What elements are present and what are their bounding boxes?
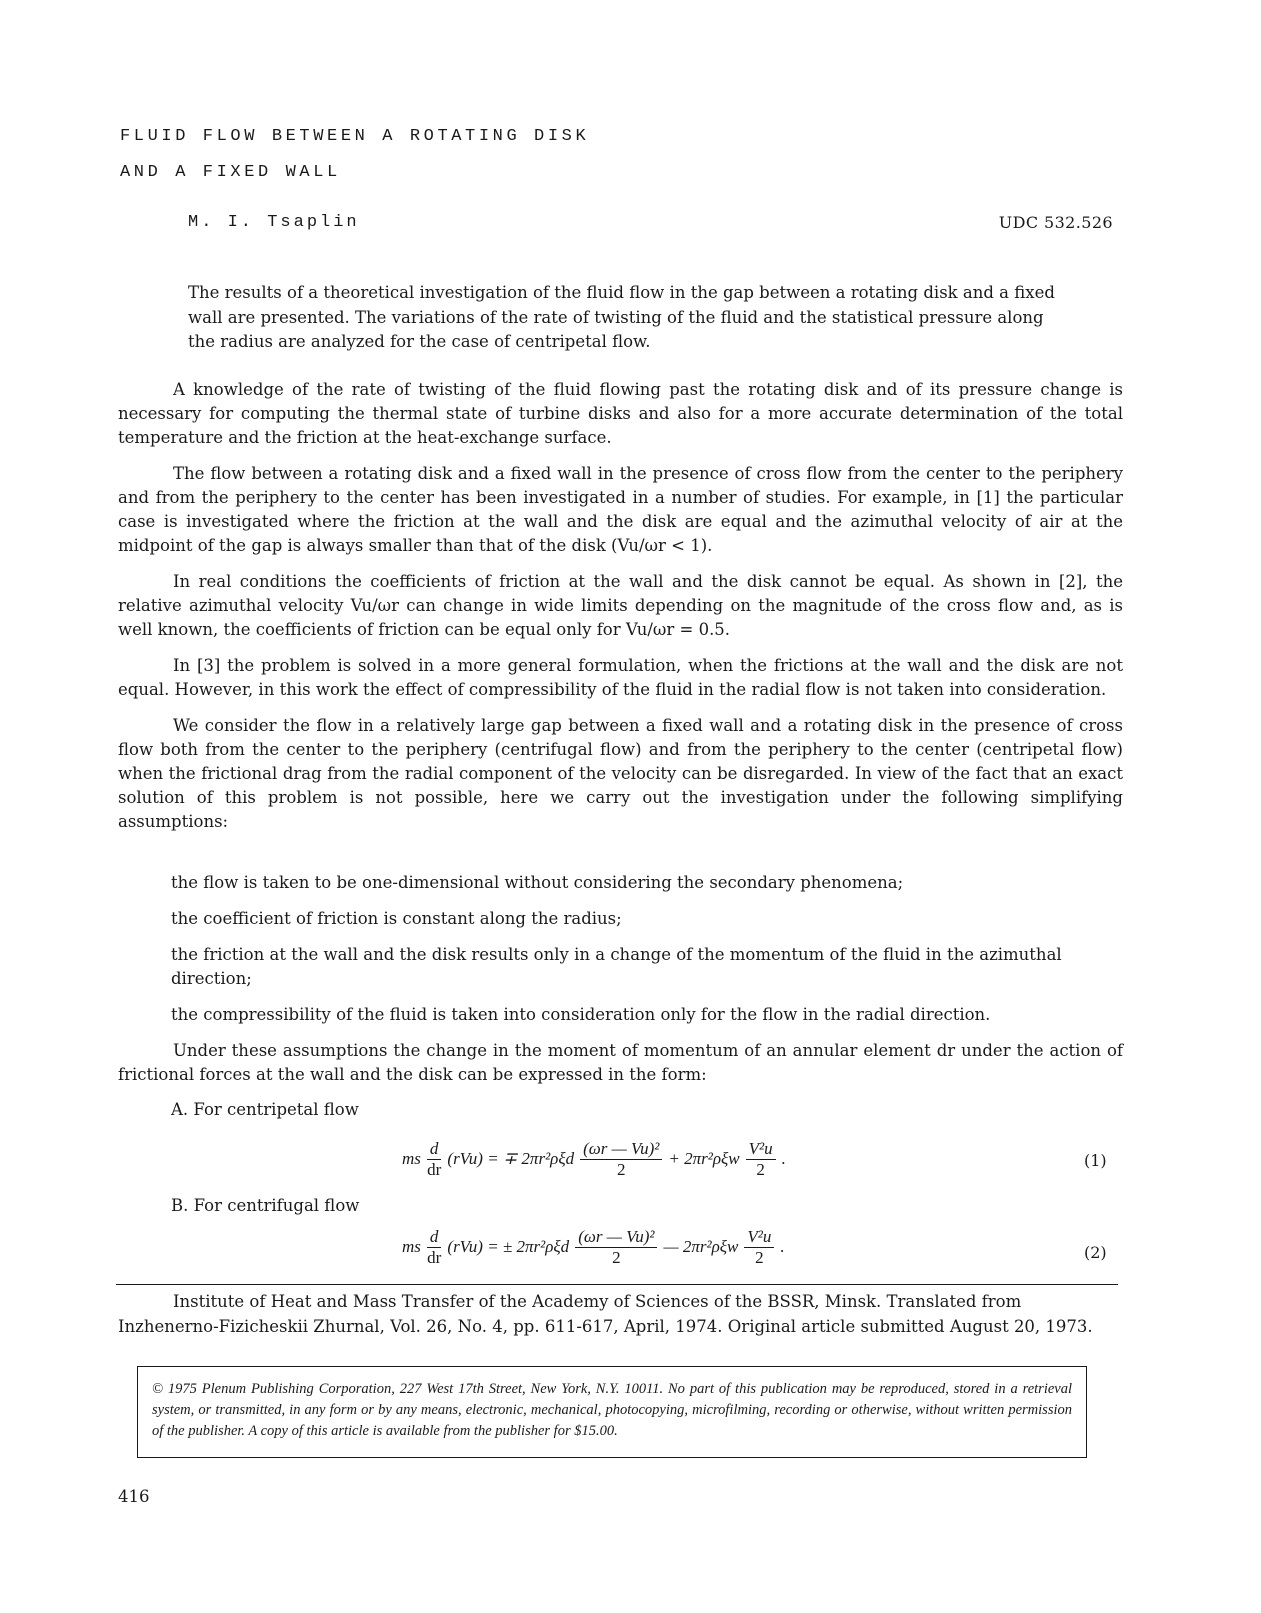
eq2-frac2-den: 2 xyxy=(755,1247,764,1267)
paragraph-2: The flow between a rotating disk and a fixed wall in the presence of cross flow from the center to the periphery and from the periphery to the center has been investigated in a number of studies. For example, in [1] the particular case is investigated where the friction at the wall and the disk are equal and the azimuthal velocity of air at the midpoint of the gap is always smaller than that of the disk (Vu/ωr < 1). xyxy=(118,464,1123,555)
assumptions-list xyxy=(171,871,1116,1039)
eq2-d-num: d xyxy=(427,1227,442,1248)
assumption-item: the compressibility of the fluid is taken into consideration only for the flow in the radial direction. xyxy=(171,1005,991,1024)
title-line-1: FLUID FLOW BETWEEN A ROTATING DISK xyxy=(120,127,590,146)
affiliation-footnote: Institute of Heat and Mass Transfer of the Academy of Sciences of the BSSR, Minsk. Translated from Inzhenerno-Fizicheskii Zhurnal, Vol. 26, No. 4, pp. 611-617, April, 1974. Original article submitted August 20, 1973. xyxy=(118,1292,1093,1336)
eq2-d-den: dr xyxy=(427,1247,442,1267)
equation-2: ms $\frac{d}{dr}$ (rVu) = ± 2πr²ρξd $\frac{\text{(ωr — Vu)²}}{2}$ — 2πr²ρξw $\frac{\text{V²u}}{2}$ . xyxy=(402,1226,785,1267)
eq2-frac1-den: 2 xyxy=(612,1247,621,1267)
eq1-lhs-rest: (rVu) = ∓ 2πr²ρξd xyxy=(447,1149,575,1168)
assumption-item: the flow is taken to be one-dimensional without considering the secondary phenomena; xyxy=(171,873,904,892)
paragraph-6: Under these assumptions the change in the moment of momentum of an annular element dr under the action of frictional forces at the wall and the disk can be expressed in the form: xyxy=(118,1041,1123,1084)
paragraph-3: In real conditions the coefficients of friction at the wall and the disk cannot be equal. As shown in [2], the relative azimuthal velocity Vu/ωr can change in wide limits depending on the magnitude of the cross flow and, as is well known, the coefficients of friction can be equal only for Vu/ωr = 0.5. xyxy=(118,572,1123,639)
eq1-mid: + 2πr²ρξw xyxy=(668,1149,740,1168)
author: M. I. Tsaplin xyxy=(188,213,360,232)
label-centripetal: A. For centripetal flow xyxy=(171,1100,359,1119)
footnote-rule xyxy=(116,1284,1118,1285)
body-text xyxy=(118,378,1123,846)
page-number: 416 xyxy=(118,1487,150,1506)
eq2-frac1-num: (ωr — Vu)² xyxy=(575,1227,657,1248)
eq2-mid: — 2πr²ρξw xyxy=(663,1237,739,1256)
udc-code: UDC 532.526 xyxy=(998,213,1113,232)
copyright-box: © 1975 Plenum Publishing Corporation, 227 West 17th Street, New York, N.Y. 10011. No part of this publication may be reproduced, stored in a retrieval system, or transmitted, in any form or by any means, electronic, mechanical, photocopying, microfilming, recording or otherwise, without written permission of the publisher. A copy of this article is available from the publisher for $15.00. xyxy=(137,1366,1087,1458)
assumption-item: the coefficient of friction is constant along the radius; xyxy=(171,909,622,928)
paragraph-5: We consider the flow in a relatively large gap between a fixed wall and a rotating disk in the presence of cross flow both from the center to the periphery (centrifugal flow) and from the periphery to the center (centripetal flow) when the frictional drag from the radial component of the velocity can be disregarded. In view of the fact that an exact solution of this problem is not possible, here we carry out the investigation under the following simplifying assumptions: xyxy=(118,716,1123,831)
eq1-frac2-num: V²u xyxy=(746,1139,776,1160)
assumption-item: the friction at the wall and the disk results only in a change of the momentum of the fluid in the azimuthal direction; xyxy=(171,945,1062,988)
eq1-frac1-den: 2 xyxy=(617,1159,626,1179)
paragraph-4: In [3] the problem is solved in a more general formulation, when the frictions at the wall and the disk are not equal. However, in this work the effect of compressibility of the fluid in the radial flow is not taken into consideration. xyxy=(118,656,1123,699)
eq1-lhs: ms xyxy=(402,1149,421,1168)
eq2-frac2-num: V²u xyxy=(744,1227,774,1248)
eq2-lhs: ms xyxy=(402,1237,421,1256)
eq1-frac1-num: (ωr — Vu)² xyxy=(580,1139,662,1160)
paragraph-1: A knowledge of the rate of twisting of the fluid flowing past the rotating disk and of its pressure change is necessary for computing the thermal state of turbine disks and also for a more accurate determination of the total temperature and the friction at the heat-exchange surface. xyxy=(118,380,1123,447)
eq1-d-num: d xyxy=(427,1139,442,1160)
label-centrifugal: B. For centrifugal flow xyxy=(171,1196,360,1215)
abstract: The results of a theoretical investigation of the fluid flow in the gap between a rotating disk and a fixed wall are presented. The variations of the rate of twisting of the fluid and the statistical pressure along the radius are analyzed for the case of centripetal flow. xyxy=(188,283,1055,351)
eq1-d-den: dr xyxy=(427,1159,442,1179)
equation-1: ms $\frac{d}{dr}$ (rVu) = ∓ 2πr²ρξd $\frac{\text{(ωr — Vu)²}}{2}$ + 2πr²ρξw $\frac{\text{V²u}}{2}$ . xyxy=(402,1138,786,1179)
eq2-lhs-rest: (rVu) = ± 2πr²ρξd xyxy=(447,1237,570,1256)
equation-1-number: (1) xyxy=(1084,1151,1107,1170)
eq1-frac2-den: 2 xyxy=(756,1159,765,1179)
equation-2-number: (2) xyxy=(1084,1243,1107,1262)
title-line-2: AND A FIXED WALL xyxy=(120,163,341,182)
equations-intro xyxy=(118,1039,1123,1099)
